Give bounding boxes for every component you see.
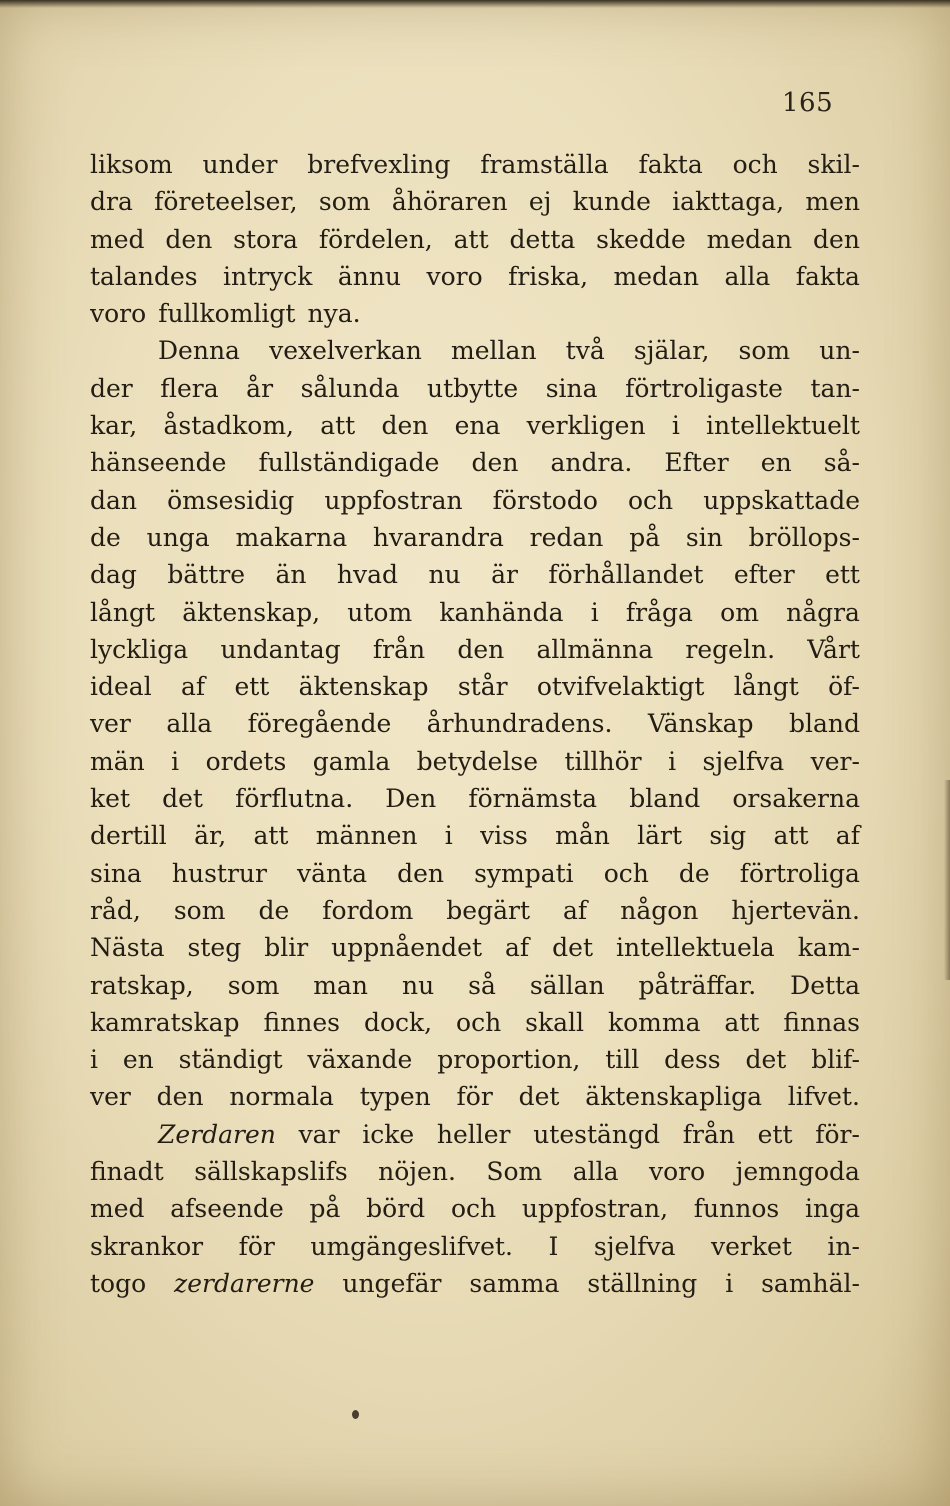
word: förnämsta: [468, 784, 598, 814]
text-line: [90, 221, 860, 258]
word: af: [181, 672, 206, 702]
word: i: [725, 1268, 734, 1298]
word: skall: [525, 1007, 585, 1037]
word: med: [90, 1194, 145, 1224]
word: mellan: [451, 336, 537, 366]
text-line: [90, 146, 860, 183]
word: regeln.: [685, 634, 776, 664]
word: fakta: [795, 261, 860, 291]
word: står: [457, 672, 508, 702]
word: föregående: [247, 709, 392, 739]
page-number: 165: [782, 88, 834, 118]
word: de: [258, 895, 290, 925]
word: ver: [90, 1082, 131, 1112]
word: den: [156, 1082, 204, 1112]
word: uppfostran,: [521, 1194, 669, 1224]
text-line: [90, 556, 860, 593]
word: män: [90, 746, 145, 776]
word: ej: [528, 187, 552, 217]
word: dock,: [363, 1007, 433, 1037]
word: påträffar.: [638, 970, 757, 1000]
word: en: [760, 448, 792, 478]
word: år: [246, 373, 274, 403]
word: under: [202, 150, 278, 179]
word: i: [444, 821, 453, 851]
word: af: [563, 895, 588, 925]
word: för: [456, 1082, 493, 1112]
word: utbytte: [426, 373, 519, 403]
word: fordom: [322, 895, 414, 925]
word: kam-: [797, 933, 860, 963]
word: som: [227, 970, 280, 1000]
text-line: [90, 855, 860, 892]
word: man: [313, 970, 368, 1000]
word: begärt: [446, 895, 531, 925]
word: ställning: [587, 1268, 698, 1298]
word: bland: [629, 784, 701, 814]
text-line: [90, 892, 860, 929]
word: som: [173, 895, 226, 925]
word: medan: [706, 224, 793, 254]
word: förstodo: [492, 485, 598, 515]
word: ver-: [810, 746, 860, 776]
word: ömsesidig: [167, 485, 295, 515]
word: en: [122, 1045, 154, 1075]
word: ver: [90, 709, 131, 739]
word: blir: [264, 933, 309, 963]
word: förtroligaste: [625, 373, 783, 403]
text-line: [90, 1190, 860, 1227]
word: framställa: [480, 150, 609, 179]
word: Denna: [158, 336, 240, 366]
word: ett: [825, 560, 860, 590]
word: betydelse: [416, 746, 539, 776]
word: förtroliga: [739, 858, 860, 888]
word: in-: [827, 1231, 860, 1261]
word: skil-: [807, 150, 860, 179]
word: mån: [555, 821, 610, 851]
word: århundradens.: [426, 709, 613, 739]
word: togo: [90, 1268, 147, 1298]
word: icke: [362, 1119, 415, 1149]
word: var: [298, 1119, 340, 1149]
text-line: [90, 929, 860, 966]
word: själar,: [633, 336, 710, 366]
word: i: [171, 746, 180, 776]
word: verket: [711, 1231, 792, 1261]
word: ordets: [205, 746, 287, 776]
word: heller: [436, 1119, 511, 1149]
word: friska,: [508, 261, 589, 291]
word: alla: [572, 1157, 619, 1187]
word: några: [786, 597, 860, 627]
word: voro: [648, 1157, 706, 1187]
text-line: [90, 1004, 860, 1041]
word: kanhända: [439, 597, 564, 627]
word: ena: [454, 411, 501, 441]
word: för-: [815, 1119, 860, 1149]
word: fakta: [638, 150, 703, 179]
word: fullkomligt: [158, 299, 296, 329]
word: uppskattade: [703, 485, 860, 515]
text-line: [90, 705, 860, 742]
word: och: [627, 485, 674, 515]
word: nöjen.: [378, 1157, 456, 1187]
word: som: [318, 187, 371, 217]
word: i: [671, 411, 680, 441]
word: är: [491, 560, 518, 590]
text-line: [90, 817, 860, 854]
word: än: [275, 560, 307, 590]
word: hvarandra: [372, 522, 504, 552]
word: växande: [307, 1045, 413, 1075]
word: iakttaga,: [672, 187, 785, 217]
word: ett: [757, 1119, 793, 1149]
word: voro: [90, 299, 147, 329]
word: skedde: [596, 224, 686, 254]
word: förhållandet: [548, 560, 704, 590]
word: nu: [428, 560, 461, 590]
word: blif-: [811, 1045, 860, 1075]
word: Detta: [790, 970, 860, 1000]
word: Vänskap: [647, 709, 754, 739]
text-line: [90, 780, 860, 817]
word: redan: [529, 522, 604, 552]
word: funnos: [693, 1194, 780, 1224]
word: vexelverkan: [269, 336, 422, 366]
word: normala: [229, 1082, 334, 1112]
word: un-: [819, 336, 860, 366]
word: till: [605, 1045, 640, 1075]
word: och: [732, 150, 778, 179]
word: intellektuela: [616, 933, 775, 963]
word: der: [90, 373, 133, 403]
text-line: [90, 370, 860, 407]
word: tillhör: [564, 746, 642, 776]
word: nu: [401, 970, 435, 1000]
word: ratskap,: [90, 970, 194, 1000]
word: verkligen: [526, 411, 646, 441]
word: att: [453, 224, 489, 254]
word: långt: [90, 597, 156, 627]
text-line: [90, 444, 860, 481]
word: men: [805, 187, 860, 217]
word: sig: [709, 821, 747, 851]
word: att: [773, 821, 809, 851]
word: det: [552, 933, 594, 963]
word: åstadkom,: [163, 411, 294, 441]
word: i: [590, 597, 599, 627]
word: viss: [480, 821, 528, 851]
word: från: [372, 634, 426, 664]
word: sällan: [529, 970, 605, 1000]
word: hustrur: [171, 858, 267, 888]
word: att: [724, 1007, 760, 1037]
word: bland: [788, 709, 860, 739]
word: kunde: [572, 187, 651, 217]
word: den: [397, 858, 445, 888]
word: de: [90, 522, 121, 552]
word: jemngoda: [735, 1157, 860, 1187]
word: af: [835, 821, 860, 851]
word: I: [548, 1231, 559, 1261]
word: zerdarerne: [174, 1268, 315, 1298]
word: orsakerna: [732, 784, 860, 814]
text-line: [90, 631, 860, 668]
word: inga: [804, 1194, 860, 1224]
word: kamratskap: [90, 1007, 240, 1037]
word: i: [668, 746, 677, 776]
word: afseende: [170, 1194, 284, 1224]
text-line: [90, 407, 860, 444]
word: bröllops-: [748, 522, 860, 552]
text-line: [90, 258, 860, 295]
word: liksom: [90, 150, 173, 179]
word: talandes: [90, 261, 198, 291]
word: unga: [146, 522, 210, 552]
word: finnas: [783, 1007, 860, 1037]
word: så: [468, 970, 496, 1000]
word: är,: [194, 821, 227, 851]
word: utom: [347, 597, 413, 627]
word: Nästa: [90, 933, 165, 963]
word: sålunda: [300, 373, 400, 403]
word: medan: [613, 261, 700, 291]
word: bättre: [167, 560, 246, 590]
word: detta: [509, 224, 576, 254]
word: äktenskapliga: [585, 1082, 762, 1112]
word: finadt: [90, 1157, 164, 1187]
word: långt: [733, 672, 799, 702]
word: intellektuelt: [706, 411, 860, 441]
word: skrankor: [90, 1231, 204, 1261]
page-top-edge: [0, 0, 950, 8]
word: om: [720, 597, 759, 627]
word: allmänna: [536, 634, 654, 664]
word: otvifvelaktigt: [536, 672, 705, 702]
word: dra: [90, 187, 133, 217]
word: och: [603, 858, 649, 888]
word: äktenskap: [298, 672, 429, 702]
word: gamla: [312, 746, 391, 776]
word: uppfostran: [324, 485, 463, 515]
word: flera: [160, 373, 219, 403]
word: efter: [733, 560, 795, 590]
word: företeelser,: [154, 187, 298, 217]
word: kar,: [90, 411, 138, 441]
text-line: [90, 967, 860, 1004]
word: hänseende: [90, 448, 227, 478]
word: förflutna.: [235, 784, 354, 814]
word: Efter: [664, 448, 729, 478]
word: öf-: [828, 672, 860, 702]
word: alla: [724, 261, 771, 291]
word: undantag: [220, 634, 341, 664]
word: lärt: [637, 821, 683, 851]
text-line: [90, 594, 860, 631]
word: den: [457, 634, 505, 664]
body-text: [90, 146, 860, 1302]
word: steg: [187, 933, 242, 963]
word: proportion,: [437, 1045, 581, 1075]
word: samhäl-: [761, 1268, 860, 1298]
word: voro: [426, 261, 483, 291]
word: vänta: [297, 858, 368, 888]
word: finnes: [263, 1007, 341, 1037]
word: ständigt: [178, 1045, 283, 1075]
word: den: [813, 224, 860, 254]
word: ännu: [337, 261, 402, 291]
word: så-: [823, 448, 860, 478]
text-line: [90, 332, 860, 369]
word: männen: [315, 821, 418, 851]
word: alla: [166, 709, 213, 739]
word: fullständigade: [258, 448, 440, 478]
word: börd: [366, 1194, 426, 1224]
text-line: [90, 1041, 860, 1078]
word: makarna: [235, 522, 348, 552]
word: med: [90, 224, 145, 254]
word: komma: [607, 1007, 701, 1037]
word: typen: [359, 1082, 431, 1112]
word: ungefär: [342, 1268, 442, 1298]
word: lyckliga: [90, 634, 189, 664]
text-line: [90, 1078, 860, 1115]
word: hvad: [336, 560, 399, 590]
word: det: [745, 1045, 787, 1075]
word: att: [253, 821, 289, 851]
word: fördelen,: [318, 224, 433, 254]
word: sin: [685, 522, 723, 552]
text-line: [90, 668, 860, 705]
word: äktenskap,: [182, 597, 321, 627]
word: sina: [545, 373, 598, 403]
word: af: [505, 933, 530, 963]
word: brefvexling: [307, 150, 451, 179]
word: sällskapslifs: [194, 1157, 348, 1187]
word: den: [165, 224, 213, 254]
text-line: [90, 295, 860, 332]
word: nya.: [307, 299, 361, 329]
word: sjelfva: [593, 1231, 676, 1261]
word: sina: [90, 858, 142, 888]
word: råd,: [90, 895, 141, 925]
text-line: [90, 482, 860, 519]
word: dag: [90, 560, 137, 590]
word: den: [381, 411, 429, 441]
word: lifvet.: [787, 1082, 860, 1112]
word: Zerdaren: [158, 1119, 276, 1149]
word: uppnåendet: [331, 933, 483, 963]
word: intryck: [223, 261, 313, 291]
text-line: [90, 1265, 860, 1302]
word: tan-: [810, 373, 860, 403]
word: åhöraren: [391, 187, 508, 217]
word: på: [309, 1194, 341, 1224]
paper-speck: [352, 1410, 359, 1419]
word: i: [90, 1045, 98, 1075]
word: hjertevän.: [731, 895, 860, 925]
word: de: [678, 858, 710, 888]
word: som: [738, 336, 791, 366]
word: det: [518, 1082, 560, 1112]
text-line: [90, 743, 860, 780]
text-line: [90, 519, 860, 556]
word: från: [682, 1119, 735, 1149]
word: på: [629, 522, 661, 552]
word: för: [238, 1231, 275, 1261]
word: ett: [234, 672, 270, 702]
page-edge-shadow: [944, 780, 950, 980]
text-line: [90, 1153, 860, 1190]
word: Den: [385, 784, 437, 814]
word: samma: [469, 1268, 560, 1298]
word: det: [162, 784, 203, 814]
word: två: [565, 336, 605, 366]
text-line: [90, 1228, 860, 1265]
word: dertill: [90, 821, 167, 851]
word: och: [456, 1007, 502, 1037]
word: andra.: [550, 448, 633, 478]
word: ideal: [90, 672, 152, 702]
word: sjelfva: [702, 746, 785, 776]
text-line: [90, 183, 860, 220]
word: och: [450, 1194, 497, 1224]
word: dess: [664, 1045, 721, 1075]
word: umgängeslifvet.: [310, 1231, 513, 1261]
text-line: [90, 1116, 860, 1153]
word: fråga: [625, 597, 693, 627]
word: att: [320, 411, 356, 441]
word: dan: [90, 485, 138, 515]
word: utestängd: [533, 1119, 661, 1149]
word: stora: [233, 224, 298, 254]
word: någon: [620, 895, 699, 925]
word: Som: [486, 1157, 543, 1187]
word: ket: [90, 784, 130, 814]
word: den: [471, 448, 519, 478]
word: sympati: [474, 858, 574, 888]
word: Vårt: [807, 634, 860, 664]
